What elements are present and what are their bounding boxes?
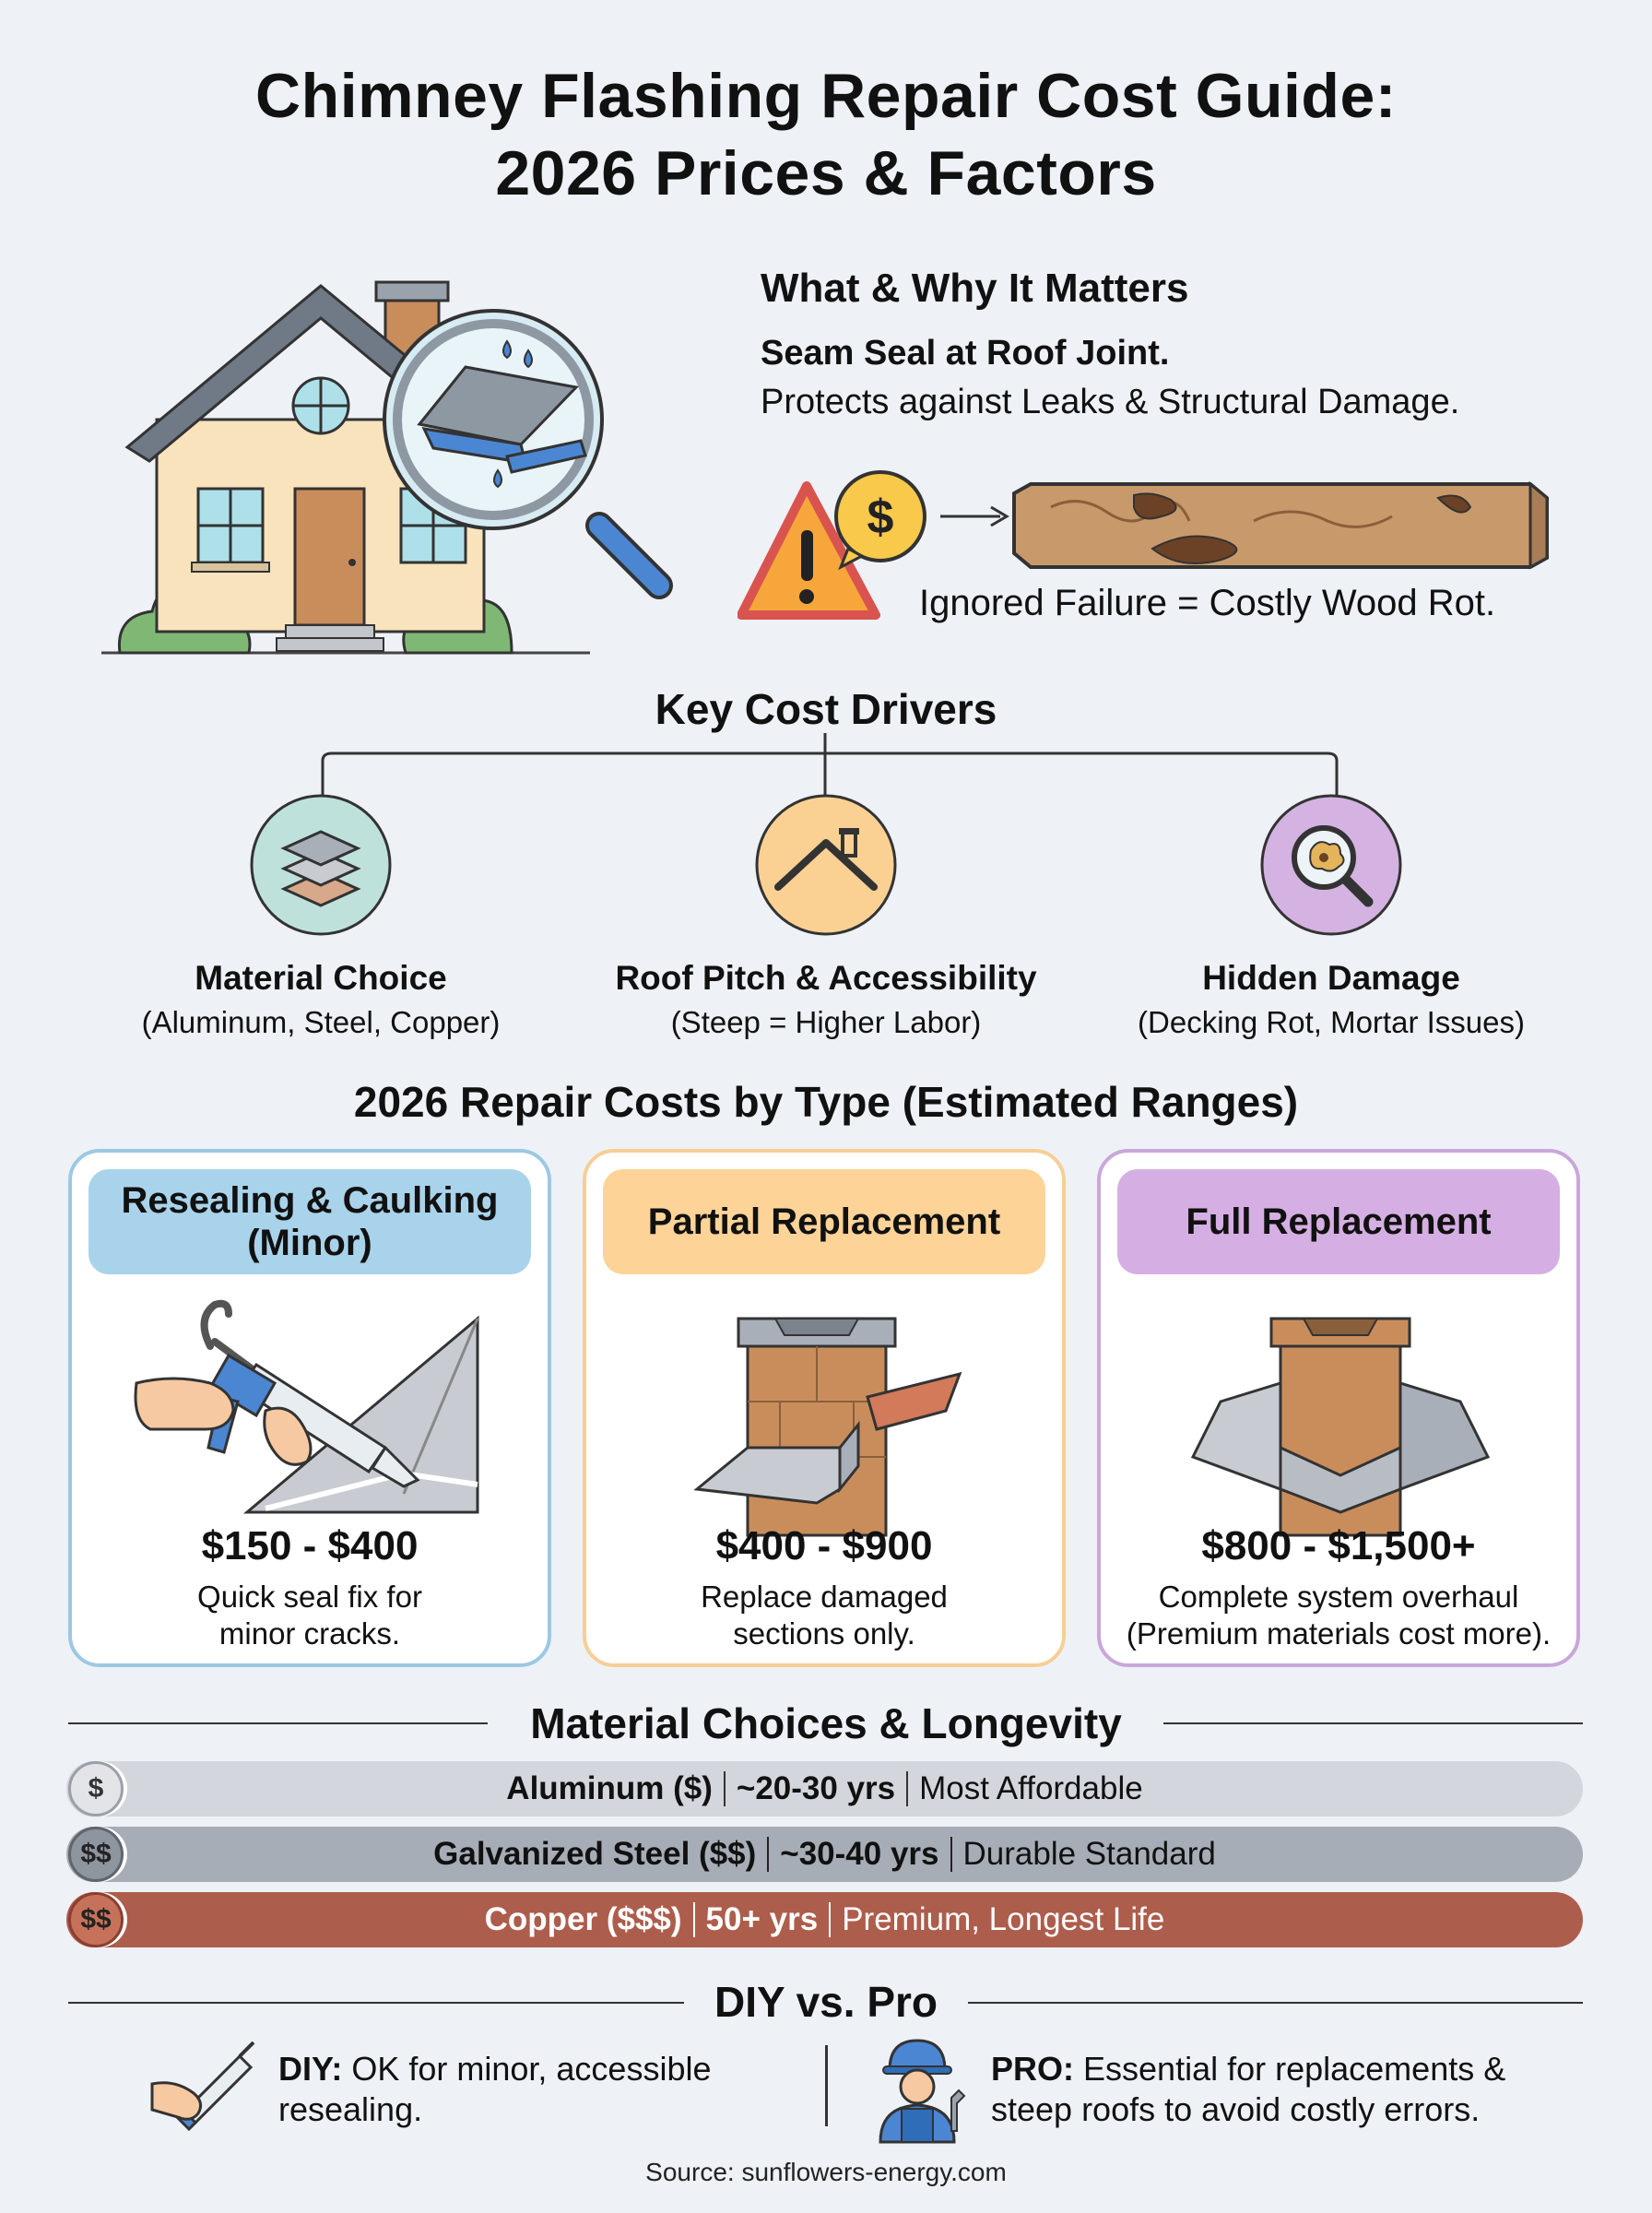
material-life: ~20-30 yrs — [736, 1770, 896, 1806]
driver-desc: (Decking Rot, Mortar Issues) — [1138, 1005, 1525, 1039]
source-credit: Source: sunflowers-energy.com — [645, 2158, 1007, 2186]
cost-card-desc-line-1: Complete system overhaul — [1158, 1580, 1519, 1614]
cost-card-desc-line-1: Replace damaged — [701, 1580, 948, 1614]
partial-chimney-icon — [642, 1291, 1010, 1540]
driver-roof-pitch — [568, 791, 1084, 1040]
material-life: 50+ yrs — [705, 1901, 819, 1937]
cost-card-price: $150 - $400 — [201, 1523, 419, 1568]
cost-card-title: Full Replacement — [1117, 1169, 1560, 1274]
arrow-icon — [940, 507, 1007, 526]
material-name: Aluminum ($) — [506, 1770, 713, 1806]
driver-hidden-damage — [1073, 791, 1589, 1040]
pro-text — [991, 2049, 1505, 2130]
title-line-1: Chimney Flashing Repair Cost Guide: — [255, 61, 1397, 131]
house-magnifier-icon — [101, 249, 691, 664]
cost-card-resealing — [68, 1149, 551, 1667]
driver-material-choice — [63, 791, 579, 1040]
material-name: Galvanized Steel ($$) — [433, 1836, 757, 1872]
cost-card-desc-line-1: Quick seal fix for — [197, 1580, 422, 1614]
layers-icon — [247, 791, 395, 939]
separator — [906, 1771, 908, 1806]
driver-name: Hidden Damage — [1202, 959, 1460, 997]
dollar-symbol: $ — [867, 491, 894, 544]
why-heading: What & Why It Matters — [761, 266, 1189, 311]
drivers-connector-lines — [313, 733, 1346, 798]
diy-heading: DIY vs. Pro — [714, 1978, 938, 2026]
separator — [950, 1837, 952, 1872]
driver-desc: (Aluminum, Steel, Copper) — [141, 1005, 501, 1039]
title-line-2: 2026 Prices & Factors — [495, 138, 1157, 208]
pro-line-2: steep roofs to avoid costly errors. — [991, 2090, 1481, 2128]
roof-pitch-icon — [752, 791, 900, 939]
material-name: Copper ($$$) — [484, 1901, 682, 1937]
cost-card-price: $400 - $900 — [715, 1523, 933, 1568]
cost-card-desc-line-2: (Premium materials cost more). — [1126, 1616, 1552, 1651]
dollar-bubble-icon — [836, 472, 925, 567]
material-bar-copper — [66, 1892, 1583, 1947]
material-note: Most Affordable — [919, 1770, 1143, 1806]
cost-card-desc — [586, 1579, 1062, 1652]
separator — [767, 1837, 769, 1872]
material-note: Durable Standard — [962, 1836, 1216, 1872]
page-title — [0, 57, 1652, 212]
caulk-tube-hand-icon — [148, 2038, 258, 2139]
cost-card-title: Partial Replacement — [603, 1169, 1045, 1274]
why-text: Protects against Leaks & Structural Damage. — [761, 383, 1460, 421]
cost-card-desc — [72, 1579, 548, 1652]
cost-card-price: $800 - $1,500+ — [1201, 1523, 1476, 1568]
driver-desc: (Steep = Higher Labor) — [670, 1005, 982, 1039]
cost-card-title: Resealing & Caulking (Minor) — [88, 1169, 531, 1274]
material-note: Premium, Longest Life — [842, 1901, 1165, 1937]
pro-label: PRO: — [991, 2050, 1074, 2088]
cost-card-desc-line-2: sections only. — [733, 1616, 915, 1651]
coin-icon: $ — [68, 1761, 124, 1817]
separator — [829, 1902, 831, 1937]
material-bar-galvanized-steel — [66, 1827, 1583, 1882]
cost-card-desc — [1101, 1579, 1576, 1652]
driver-name: Material Choice — [195, 959, 447, 997]
cost-card-partial — [583, 1149, 1066, 1667]
cost-card-desc-line-2: minor cracks. — [218, 1616, 401, 1651]
caulk-gun-icon — [127, 1291, 496, 1540]
diy-line-1: OK for minor, accessible — [351, 2050, 712, 2088]
vertical-divider — [825, 2045, 828, 2126]
separator — [693, 1902, 695, 1937]
drivers-heading: Key Cost Drivers — [655, 685, 997, 733]
pro-line-1: Essential for replacements & — [1083, 2050, 1506, 2088]
material-bar-aluminum — [66, 1761, 1583, 1817]
professional-worker-icon — [867, 2033, 968, 2144]
materials-heading: Material Choices & Longevity — [530, 1699, 1122, 1747]
diy-text — [278, 2049, 712, 2130]
diy-line-2: resealing. — [278, 2090, 423, 2128]
cost-card-full — [1097, 1149, 1580, 1667]
separator — [724, 1771, 726, 1806]
why-subheading: Seam Seal at Roof Joint. — [761, 334, 1170, 373]
magnifier-damage-icon — [1257, 791, 1405, 939]
driver-name: Roof Pitch & Accessibility — [615, 959, 1037, 997]
coin-icon: $$ — [68, 1892, 124, 1947]
full-chimney-icon — [1156, 1291, 1525, 1540]
diy-label: DIY: — [278, 2050, 343, 2088]
costs-heading: 2026 Repair Costs by Type (Estimated Ranges) — [353, 1078, 1299, 1126]
rotting-wood-icon — [1014, 484, 1547, 567]
coin-icon: $$ — [68, 1827, 124, 1882]
warning-text: Ignored Failure = Costly Wood Rot. — [919, 583, 1496, 623]
material-life: ~30-40 yrs — [780, 1836, 939, 1872]
